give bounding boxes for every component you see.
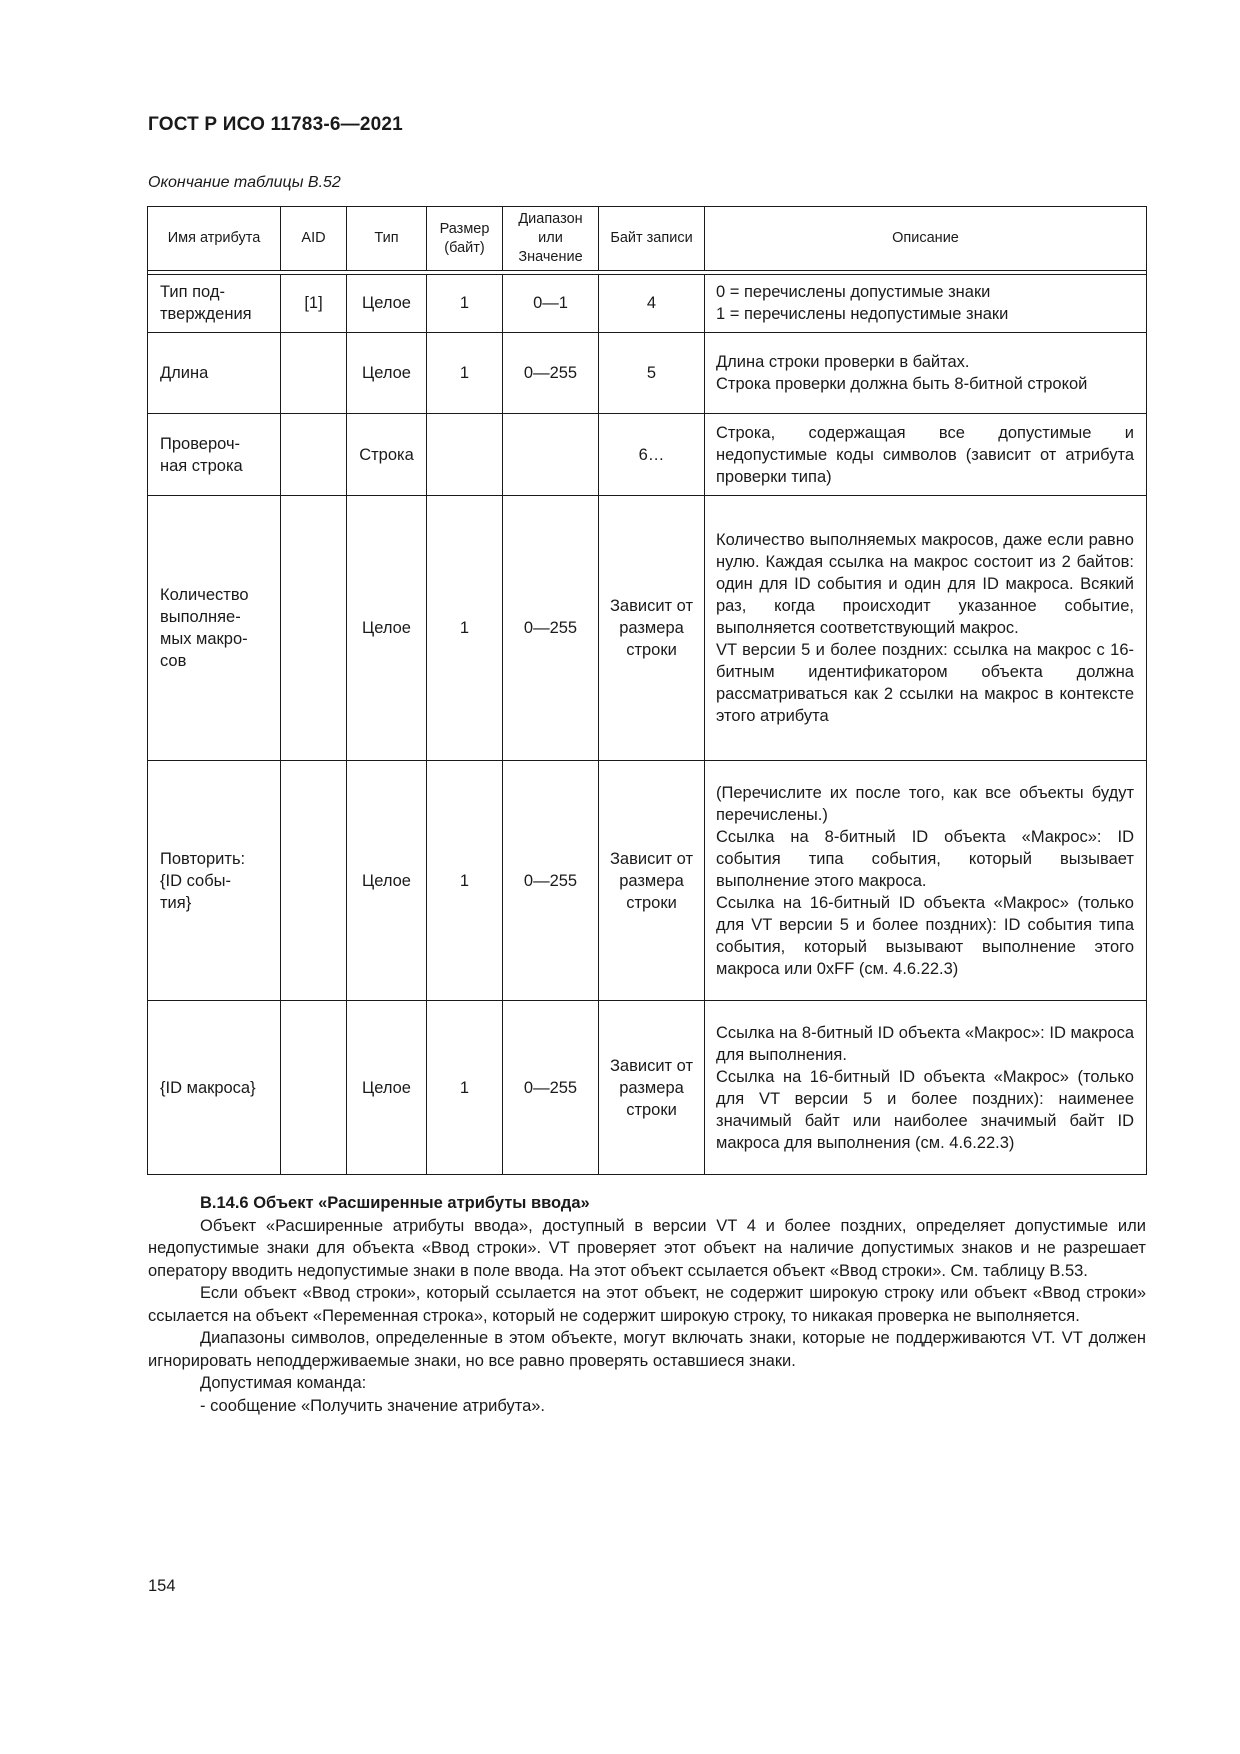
attributes-table — [147, 206, 1147, 1175]
command-item: - сообщение «Получить значение атрибута». — [200, 1396, 546, 1415]
cell-name: Количество выполняе- мых макро- сов — [148, 496, 281, 761]
section-paragraph: Объект «Расширенные атрибуты ввода», доступный в версии VT 4 и более поздних, определяет допустимые или недопустимые знаки для объекта «Ввод строки». VT проверяет этот объект на наличие допустимых знаков и не разрешает оператору вводить недопустимые знаки в поле ввода. На этот объект ссылается объект «Ввод строки». См. таблицу В.53. — [148, 1216, 1146, 1280]
table-caption: Окончание таблицы В.52 — [148, 174, 341, 191]
cell-size: 1 — [427, 275, 503, 333]
section-b-14-6 — [148, 1192, 1146, 1417]
cell-range: 0—255 — [503, 496, 599, 761]
cell-size: 1 — [427, 1001, 503, 1175]
table-row — [148, 496, 1147, 761]
col-header-size: Размер (байт) — [427, 207, 503, 271]
cell-byte: 6… — [599, 414, 705, 496]
table-row — [148, 760, 1147, 1000]
cell-range: 0—255 — [503, 332, 599, 414]
cell-range — [503, 414, 599, 496]
cell-name: Длина — [148, 332, 281, 414]
cell-size: 1 — [427, 332, 503, 414]
cell-range: 0—255 — [503, 1001, 599, 1175]
cell-aid: [1] — [281, 275, 347, 333]
cell-range: 0—1 — [503, 275, 599, 333]
col-header-description: Описание — [705, 207, 1147, 271]
cell-description: Длина строки проверки в байтах. Строка проверки должна быть 8-битной строкой — [705, 332, 1147, 414]
cell-size: 1 — [427, 760, 503, 1000]
cell-aid — [281, 332, 347, 414]
cell-range: 0—255 — [503, 760, 599, 1000]
section-paragraph: Диапазоны символов, определенные в этом объекте, могут включать знаки, которые не поддерживаются VT. VT должен игнорировать неподдерживаемые знаки, но все равно проверять оставшиеся знаки. — [148, 1329, 1146, 1370]
cell-byte: 4 — [599, 275, 705, 333]
cell-description: Строка, содержащая все допустимые и недопустимые коды символов (зависит от атрибута проверки типа) — [705, 414, 1147, 496]
cell-aid — [281, 760, 347, 1000]
cell-byte: Зависит от размера строки — [599, 1001, 705, 1175]
cell-aid — [281, 496, 347, 761]
cell-name: Провероч- ная строка — [148, 414, 281, 496]
cell-type: Целое — [347, 496, 427, 761]
cell-name: Тип под- тверждения — [148, 275, 281, 333]
col-header-name: Имя атрибута — [148, 207, 281, 271]
cell-description: Ссылка на 8-битный ID объекта «Макрос»: ID макроса для выполнения. Ссылка на 16-битный ID объекта «Макрос» (только для VT версии 5 и более поздних): наименее значимый байт или наиболее значимый байт ID макроса для выполнения (см. 4.6.22.3) — [705, 1001, 1147, 1175]
document-title: ГОСТ Р ИСО 11783-6—2021 — [148, 114, 403, 135]
cell-type: Целое — [347, 332, 427, 414]
cell-size: 1 — [427, 496, 503, 761]
cell-size — [427, 414, 503, 496]
command-label: Допустимая команда: — [200, 1374, 367, 1392]
table-row — [148, 332, 1147, 414]
cell-description: (Перечислите их после того, как все объекты будут перечислены.) Ссылка на 8-битный ID объекта «Макрос»: ID события типа события, который вызывает выполнение этого макроса. Ссылка на 16-битный ID объекта «Макрос» (только для VT версии 5 и более поздних): ID события типа события, который вызывают выполнение этого макроса или 0xFF (см. 4.6.22.3) — [705, 760, 1147, 1000]
cell-byte: 5 — [599, 332, 705, 414]
cell-name: {ID макроса} — [148, 1001, 281, 1175]
cell-type: Целое — [347, 1001, 427, 1175]
table-row — [148, 275, 1147, 333]
cell-type: Целое — [347, 760, 427, 1000]
page-number: 154 — [148, 1577, 176, 1595]
cell-type: Строка — [347, 414, 427, 496]
table-row — [148, 1001, 1147, 1175]
cell-description: 0 = перечислены допустимые знаки 1 = перечислены недопустимые знаки — [705, 275, 1147, 333]
cell-byte: Зависит от размера строки — [599, 496, 705, 761]
cell-aid — [281, 1001, 347, 1175]
cell-byte: Зависит от размера строки — [599, 760, 705, 1000]
cell-aid — [281, 414, 347, 496]
section-paragraph: Если объект «Ввод строки», который ссылается на этот объект, не содержит широкую строку или объект «Ввод строки» ссылается на объект «Переменная строка», который не содержит широкую строку, то никакая проверка не выполняется. — [148, 1284, 1146, 1325]
table-row — [148, 414, 1147, 496]
section-heading: В.14.6 Объект «Расширенные атрибуты ввода» — [200, 1194, 590, 1212]
cell-name: Повторить: {ID собы- тия} — [148, 760, 281, 1000]
cell-type: Целое — [347, 275, 427, 333]
col-header-byte: Байт записи — [599, 207, 705, 271]
col-header-aid: AID — [281, 207, 347, 271]
col-header-type: Тип — [347, 207, 427, 271]
cell-description: Количество выполняемых макросов, даже если равно нулю. Каждая ссылка на макрос состоит из 2 байтов: один для ID события и один для ID макроса. Всякий раз, когда происходит указанное событие, выполняется соответствующий макрос. VT версии 5 и более поздних: ссылка на макрос с 16-битным идентификатором объекта должна рассматриваться как 2 ссылки на макрос в контексте этого атрибута — [705, 496, 1147, 761]
col-header-range: Диапазон или Значение — [503, 207, 599, 271]
